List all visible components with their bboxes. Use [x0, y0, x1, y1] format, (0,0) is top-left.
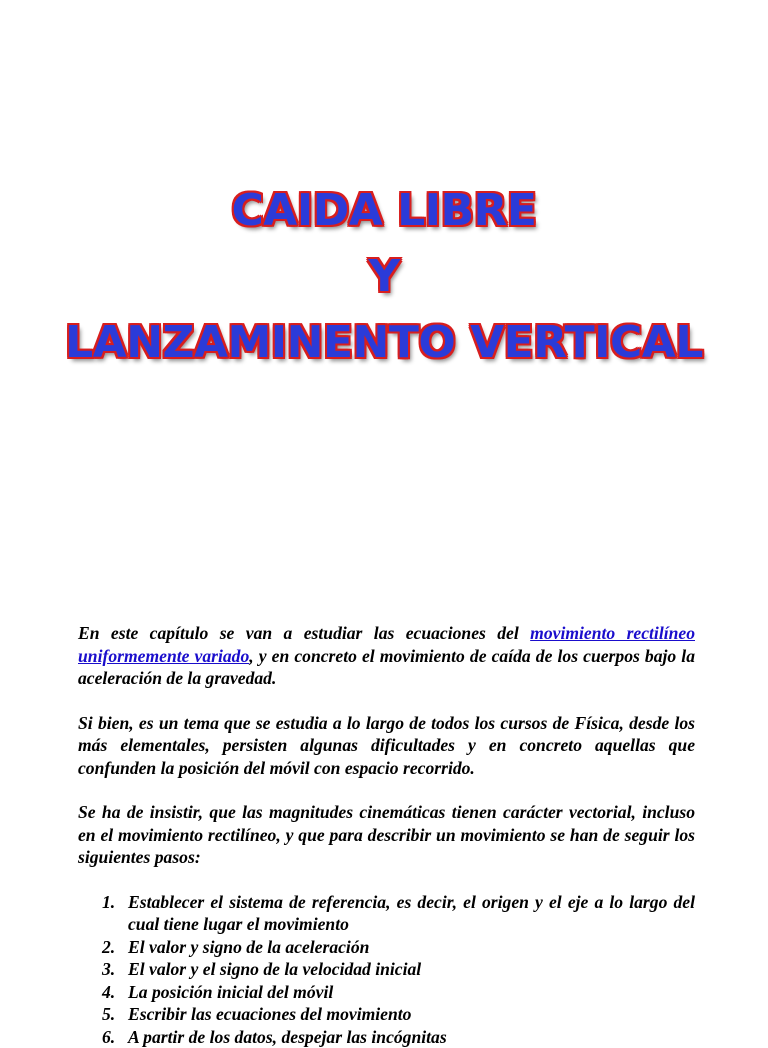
- list-item-text: El valor y el signo de la velocidad inicial: [128, 959, 421, 979]
- title-line-1: CAIDA LIBRE: [0, 178, 768, 244]
- list-item-number: 5.: [102, 1003, 115, 1026]
- paragraph-difficulties: Si bien, es un tema que se estudia a lo largo de todos los cursos de Física, desde los más elementales, persisten algunas dificultades y en concreto aquellas que confunden la posición del móvil con espacio recorrido.: [78, 712, 695, 780]
- title-line-3: LANZAMINENTO VERTICAL: [0, 310, 768, 376]
- list-item-text: A partir de los datos, despejar las incógnitas: [128, 1027, 447, 1047]
- document-title: [0, 178, 768, 376]
- paragraph-steps-intro: Se ha de insistir, que las magnitudes cinemáticas tienen carácter vectorial, incluso en el movimiento rectilíneo, y que para describir un movimiento se han de seguir los siguientes pasos:: [78, 801, 695, 869]
- list-item: [78, 891, 695, 936]
- list-item-number: 6.: [102, 1026, 115, 1048]
- link-movimiento-rectilineo[interactable]: movimiento rectilíneo uniformemente variado: [78, 623, 695, 666]
- list-item: [78, 958, 695, 981]
- title-line-2: Y: [0, 244, 768, 310]
- paragraph-intro: [78, 622, 695, 690]
- paragraph-intro-start: En este capítulo se van a estudiar las ecuaciones del: [78, 623, 530, 643]
- list-item-number: 4.: [102, 981, 115, 1004]
- list-item-text: La posición inicial del móvil: [128, 982, 333, 1002]
- list-item-text: Escribir las ecuaciones del movimiento: [128, 1004, 411, 1024]
- list-item: [78, 1003, 695, 1026]
- steps-list: [78, 891, 695, 1048]
- document-body: [78, 622, 695, 1048]
- list-item-number: 3.: [102, 958, 115, 981]
- list-item: [78, 936, 695, 959]
- paragraph-intro-end: , y en concreto el movimiento de caída de los cuerpos bajo la aceleración de la gravedad.: [78, 646, 695, 689]
- list-item: [78, 1026, 695, 1048]
- list-item-text: Establecer el sistema de referencia, es decir, el origen y el eje a lo largo del cual tiene lugar el movimiento: [128, 892, 695, 935]
- list-item: [78, 981, 695, 1004]
- list-item-text: El valor y signo de la aceleración: [128, 937, 369, 957]
- list-item-number: 2.: [102, 936, 115, 959]
- list-item-number: 1.: [102, 891, 115, 914]
